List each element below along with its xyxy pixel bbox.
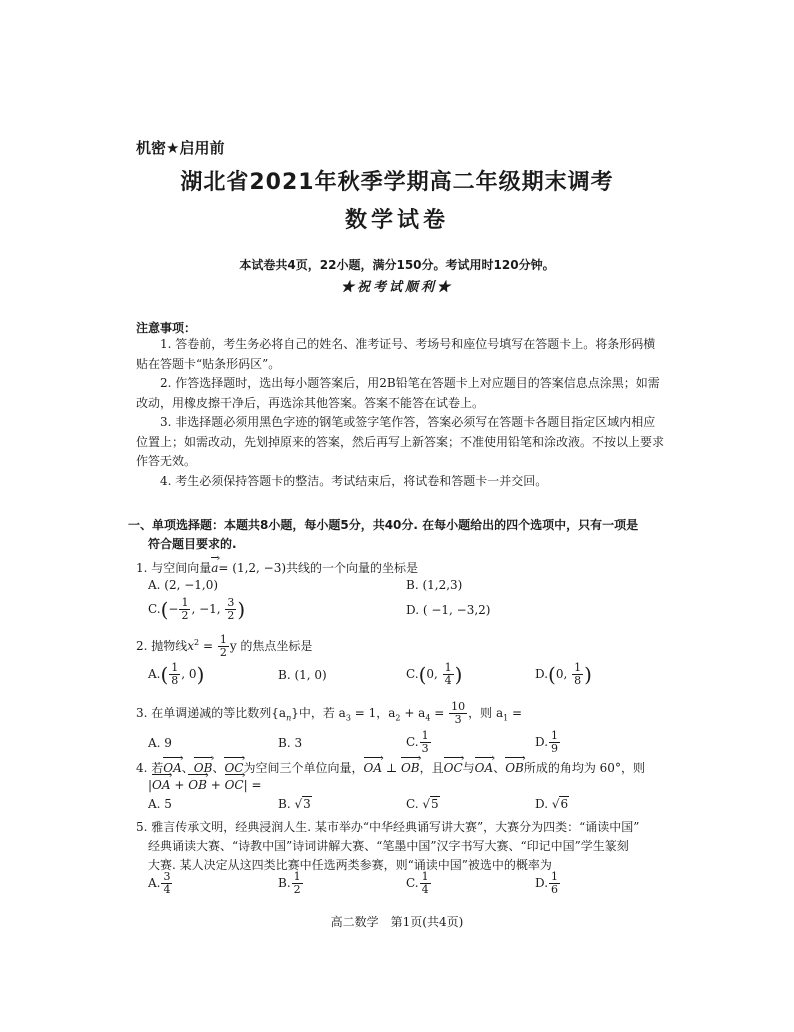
exam-title: 湖北省2021年秋季学期高二年级期末调考 <box>180 170 614 195</box>
q5-option-b: B. $\frac{1}{2}$ <box>278 870 301 896</box>
question-4-stem-line2: |OA › + OB › + OC ›| = <box>148 776 262 794</box>
q2-option-a: A.( $\frac{1}{8}$ , 0) <box>148 661 205 687</box>
q5-option-a: A. $\frac{3}{4}$ <box>148 870 171 896</box>
q3-option-c: C. $\frac{1}{3}$ <box>406 729 429 755</box>
q4-option-b: B. √3 <box>278 797 311 811</box>
section-heading-line: 符合题目要求的. <box>148 537 237 551</box>
question-5-stem: 5. 雅言传承文明，经典浸润人生. 某市举办“中华经典诵写讲大赛”，大赛分为四类：“诵读中国” <box>136 820 640 834</box>
q4-option-a: A. 5 <box>148 797 172 811</box>
q3-option-a: A. 9 <box>148 736 172 750</box>
question-2-stem: 2. 抛物线$x^2$ = $\frac{1}{2}$ y 的焦点坐标是 <box>136 633 313 659</box>
vector-a: a › <box>211 559 218 577</box>
notice-item: 1. 答卷前，考生务必将自己的姓名、准考证号、考场号和座位号填写在答题卡上。将条形码横贴在答题卡“贴条形码区”。 <box>136 337 656 371</box>
confidential-label: 机密★启用前 <box>136 139 225 157</box>
exam-info: 本试卷共4页，22小题，满分150分。考试用时120分钟。 <box>239 258 555 272</box>
section-heading-line: 一、单项选择题：本题共8小题，每小题5分，共40分. 在每小题给出的四个选项中，只有一项是 <box>128 518 639 532</box>
notice-heading: 注意事项： <box>136 321 197 335</box>
section-heading <box>128 516 668 554</box>
question-5-stem-line3: 大赛. 某人决定从这四类比赛中任选两类参赛，则“诵读中国”被选中的概率为 <box>148 858 552 872</box>
notice-item: 2. 作答选择题时，选出每小题答案后，用2B铅笔在答题卡上对应题目的答案信息点涂黑；如需改动，用橡皮擦干净后，再选涂其他答案。答案不能答在试卷上。 <box>136 376 660 410</box>
q2-option-b: B. (1, 0) <box>278 668 327 682</box>
question-5-stem-line2: 经典诵读大赛、“诗教中国”诗词讲解大赛、“笔墨中国”汉字书写大赛、“印记中国”学生篆刻 <box>148 839 629 853</box>
q3-option-b: B. 3 <box>278 736 303 750</box>
good-luck-line: ★祝考试顺利★ <box>340 280 453 295</box>
q1-option-b: B. (1,2,3) <box>406 578 463 592</box>
q1-option-d: D. ( −1, −3,2) <box>406 603 491 617</box>
q3-option-d: D. $\frac{1}{9}$ <box>535 729 559 755</box>
q2-option-d: D.(0, $\frac{1}{8}$ ) <box>535 661 592 687</box>
q4-option-c: C. √5 <box>406 797 439 811</box>
question-1-stem: 1. 与空间向量a ›= (1,2, −3)共线的一个向量的坐标是 <box>136 559 418 577</box>
page-footer: 高二数学 第1页(共4页) <box>330 915 464 929</box>
notice-item: 4. 考生必须保持答题卡的整洁。考试结束后，将试卷和答题卡一并交回。 <box>160 474 548 488</box>
notice-item: 3. 非选择题必须用黑色字迹的钢笔或签字笔作答，答案必须写在答题卡各题目指定区域内相应位置上；如需改动，先划掉原来的答案，然后再写上新答案；不准使用铅笔和涂改液。不按以上要求作答无效。 <box>136 415 665 468</box>
question-4-stem: 4. 若OA ›、OB ›、OC ›为空间三个单位向量，OA › ⊥ OB ›，且OC ›与OA ›、OB ›所成的角均为 60°，则 <box>136 759 645 777</box>
exam-subtitle: 数学试卷 <box>344 208 449 233</box>
q5-option-d: D. $\frac{1}{6}$ <box>535 870 559 896</box>
q2-option-c: C.(0, $\frac{1}{4}$ ) <box>406 661 463 687</box>
q5-option-c: C. $\frac{1}{4}$ <box>406 870 429 896</box>
q1-option-c: C.(− $\frac{1}{2}$ , −1, $\frac{3}{2}$ ) <box>148 596 246 622</box>
q4-option-d: D. √6 <box>535 797 569 811</box>
q1-option-a: A. (2, −1,0) <box>148 578 219 592</box>
question-3-stem: 3. 在单调递减的等比数列$\{a_n\}$中，若 $a_3 = 1$，$a_2 + a_4$ = $\frac{10}{3}$ ，则 $a_1$ = <box>136 700 523 726</box>
